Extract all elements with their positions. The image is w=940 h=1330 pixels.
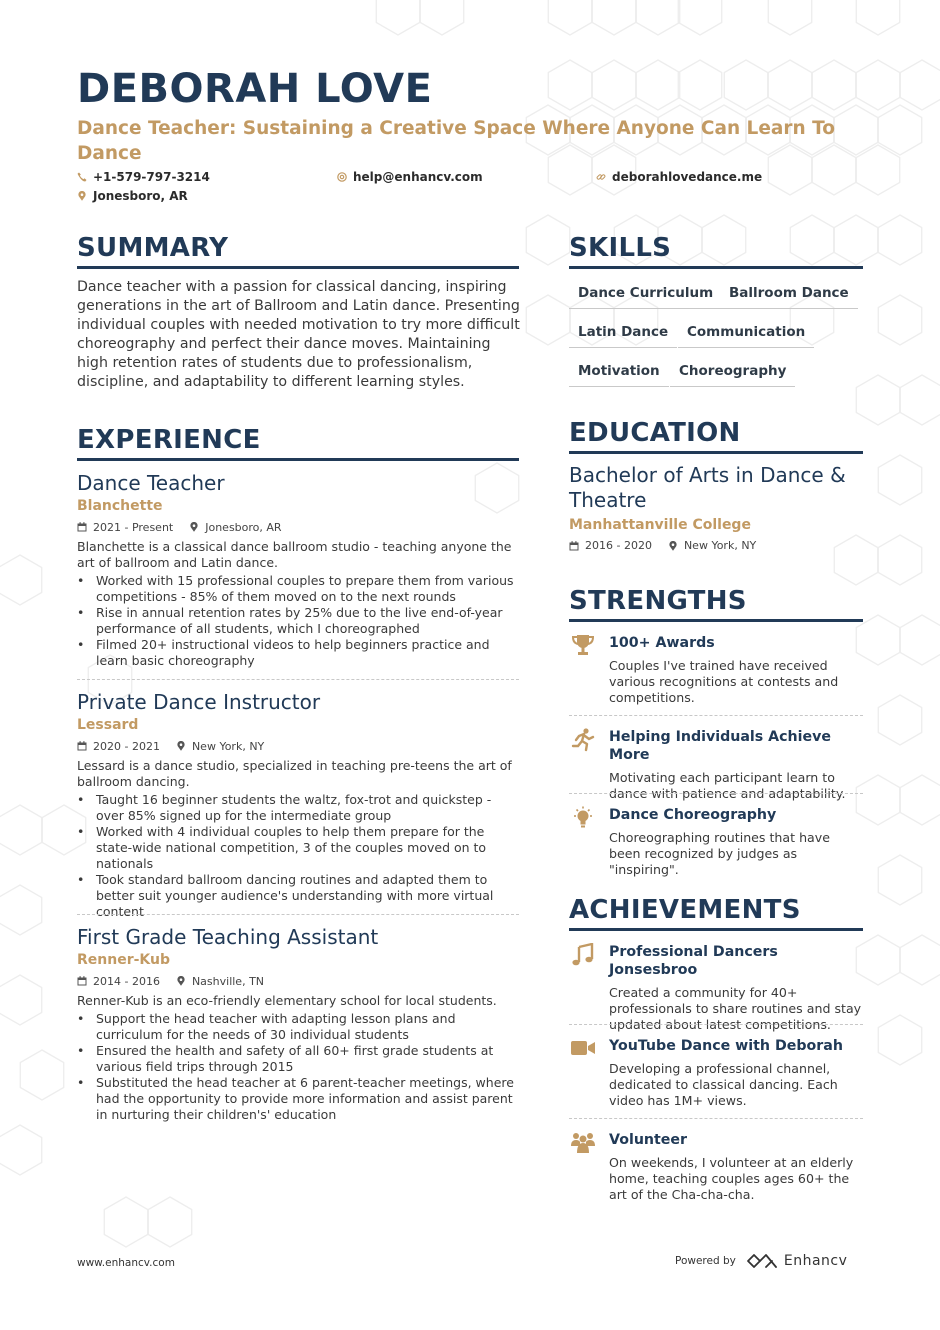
- achievement-separator: [569, 1118, 863, 1119]
- location-pin-icon: [77, 191, 87, 201]
- job-bullet: • Worked with 4 individual couples to help them prepare for the state-wide national competition, 3 of the couples moved on to nationals: [77, 824, 519, 872]
- candidate-name: DEBORAH LOVE: [77, 66, 433, 112]
- strength-description: Choreographing routines that have been recognized by judges as "inspiring".: [609, 830, 830, 877]
- job-bullets: [77, 1011, 519, 1123]
- job-bullet: • Worked with 15 professional couples to prepare them from various competitions - 85% of them moved on to the next rounds: [77, 573, 519, 605]
- job-location: New York, NY: [191, 739, 265, 753]
- footer-branding: [675, 1253, 847, 1269]
- video-camera-icon: [570, 1037, 596, 1061]
- phone-number[interactable]: +1-579-797-3214: [93, 170, 210, 184]
- job-location: Nashville, TN: [191, 974, 265, 988]
- strength-title: Dance Choreography: [609, 807, 777, 823]
- footer-website[interactable]: www.enhancv.com: [77, 1257, 175, 1269]
- education-dates: 2016 - 2020: [585, 539, 652, 552]
- calendar-icon: [77, 522, 87, 532]
- achievement-item: [569, 943, 863, 1033]
- location-pin-icon: [189, 522, 199, 532]
- strength-title: Helping Individuals Achieve More: [609, 729, 832, 763]
- location-pin-icon: [176, 741, 186, 751]
- job-separator: [77, 679, 519, 680]
- job-dates: 2020 - 2021: [93, 739, 160, 753]
- skill-tag: Latin Dance: [569, 322, 677, 348]
- runner-icon: [570, 728, 596, 752]
- job-separator: [77, 914, 519, 915]
- job-bullet: • Ensured the health and safety of all 60+ first grade students at various field trips through 2015: [77, 1043, 519, 1075]
- job-company: Renner-Kub: [77, 952, 171, 968]
- strength-separator: [569, 715, 863, 716]
- location-pin-icon: [668, 541, 678, 551]
- job-entry-1: [77, 470, 519, 669]
- link-icon: [596, 172, 606, 182]
- job-bullet: • Filmed 20+ instructional videos to help beginners practice and learn basic choreography: [77, 637, 519, 669]
- skill-tag: Ballroom Dance: [720, 283, 858, 309]
- education-school: Manhattanville College: [569, 517, 751, 533]
- strength-item: [569, 806, 863, 878]
- group-icon: [569, 1131, 597, 1155]
- job-bullet: • Substituted the head teacher at 6 parent-teacher meetings, where had the opportunity to provide more information and assist parent in nurturing their children's' education: [77, 1075, 519, 1123]
- job-title: First Grade Teaching Assistant: [77, 925, 379, 949]
- enhancv-logo-icon: [746, 1253, 778, 1269]
- phone-contact: [77, 170, 210, 184]
- achievement-item: [569, 1037, 863, 1109]
- job-bullet: • Taught 16 beginner students the waltz, fox-trot and quickstep - over 85% signed up for the intermediate group: [77, 792, 519, 824]
- powered-by-label: Powered by: [675, 1255, 736, 1267]
- strength-description: Motivating each participant learn to dance with patience and adaptability.: [609, 770, 846, 801]
- achievement-title: YouTube Dance with Deborah: [609, 1038, 843, 1054]
- email-address[interactable]: help@enhancv.com: [353, 170, 483, 184]
- achievement-description: Created a community for 40+ professionals to share routines and stay updated about latest competitions.: [609, 985, 862, 1032]
- job-meta: [77, 520, 519, 534]
- strength-item: [569, 634, 863, 706]
- job-location: Jonesboro, AR: [205, 520, 282, 534]
- summary-rule: [77, 266, 519, 269]
- strength-title: 100+ Awards: [609, 635, 715, 651]
- achievement-description: Developing a professional channel, dedicated to classical dancing. Each video has 1M+ views.: [609, 1061, 838, 1108]
- education-meta: [569, 539, 772, 552]
- at-icon: [337, 172, 347, 182]
- achievement-description: On weekends, I volunteer at an elderly home, teaching couples ages 60+ the art of the Cha-cha-cha.: [609, 1155, 854, 1202]
- summary-text: Dance teacher with a passion for classical dancing, inspiring generations in the art of Ballroom and Latin dance. Presenting individual couples with needed motivation to try more difficult choreography and perfect their dance moves. Maintaining high retention rates of students due to professionalism, discipline, and adaptability to different learning styles.: [77, 279, 520, 390]
- calendar-icon: [77, 741, 87, 751]
- job-description: Lessard is a dance studio, specialized in teaching pre-teens the art of ballroom dancing.: [77, 758, 512, 789]
- strength-separator: [569, 793, 863, 794]
- strength-description: Couples I've trained have received various recognitions at contests and competitions.: [609, 658, 839, 705]
- lightbulb-icon: [570, 806, 596, 830]
- achievements-rule: [569, 928, 863, 931]
- education-rule: [569, 451, 863, 454]
- location-pin-icon: [176, 976, 186, 986]
- job-bullet: • Took standard ballroom dancing routines and adapted them to better suit younger audience's understanding with more virtual content: [77, 872, 519, 920]
- location-contact: [77, 189, 188, 203]
- achievements-heading: ACHIEVEMENTS: [569, 895, 801, 925]
- education-location: New York, NY: [683, 539, 757, 552]
- job-entry-3: [77, 924, 519, 1123]
- trophy-icon: [570, 634, 596, 658]
- website-contact: [596, 170, 762, 184]
- achievement-title: Volunteer: [609, 1132, 688, 1148]
- job-meta: [77, 974, 519, 988]
- job-meta: [77, 739, 519, 753]
- job-description: Blanchette is a classical dance ballroom studio - teaching anyone the art of ballroom and Latin dance.: [77, 539, 512, 570]
- skill-tag: Dance Curriculum: [569, 283, 722, 309]
- job-bullets: [77, 792, 519, 920]
- skill-tag: Choreography: [670, 361, 795, 387]
- music-note-icon: [570, 943, 596, 967]
- job-dates: 2014 - 2016: [93, 974, 160, 988]
- achievement-separator: [569, 1024, 863, 1025]
- job-bullet: • Support the head teacher with adapting lesson plans and curriculum for the needs of 30 individual students: [77, 1011, 519, 1043]
- job-dates: 2021 - Present: [93, 520, 174, 534]
- skills-heading: SKILLS: [569, 233, 672, 263]
- strengths-heading: STRENGTHS: [569, 586, 747, 616]
- job-bullet: • Rise in annual retention rates by 25% due to the live end-of-year performance of all students, which I choreographed: [77, 605, 519, 637]
- job-title: Private Dance Instructor: [77, 690, 321, 714]
- experience-rule: [77, 458, 519, 461]
- headline: Dance Teacher: Sustaining a Creative Space Where Anyone Can Learn To Dance: [77, 118, 835, 164]
- location-text: Jonesboro, AR: [93, 189, 188, 203]
- education-heading: EDUCATION: [569, 418, 741, 448]
- strengths-rule: [569, 619, 863, 622]
- job-company: Blanchette: [77, 498, 163, 514]
- brand-name: Enhancv: [783, 1253, 848, 1269]
- email-contact: [337, 170, 483, 184]
- summary-heading: SUMMARY: [77, 233, 229, 263]
- skills-rule: [569, 266, 863, 269]
- experience-heading: EXPERIENCE: [77, 425, 261, 455]
- achievement-item: [569, 1131, 863, 1203]
- education-degree: Bachelor of Arts in Dance & Theatre: [569, 463, 846, 512]
- calendar-icon: [77, 976, 87, 986]
- skill-tag: Motivation: [569, 361, 669, 387]
- job-description: Renner-Kub is an eco-friendly elementary school for local students.: [77, 993, 497, 1008]
- phone-icon: [77, 172, 87, 182]
- strength-item: [569, 728, 863, 802]
- enhancv-brand[interactable]: [746, 1253, 848, 1269]
- job-entry-2: [77, 689, 519, 920]
- calendar-icon: [569, 541, 579, 551]
- skill-tag: Communication: [678, 322, 814, 348]
- website-link[interactable]: deborahlovedance.me: [612, 170, 763, 184]
- job-title: Dance Teacher: [77, 471, 225, 495]
- job-company: Lessard: [77, 717, 139, 733]
- job-bullets: [77, 573, 519, 669]
- achievement-title: Professional Dancers Jonsesbroo: [609, 944, 778, 978]
